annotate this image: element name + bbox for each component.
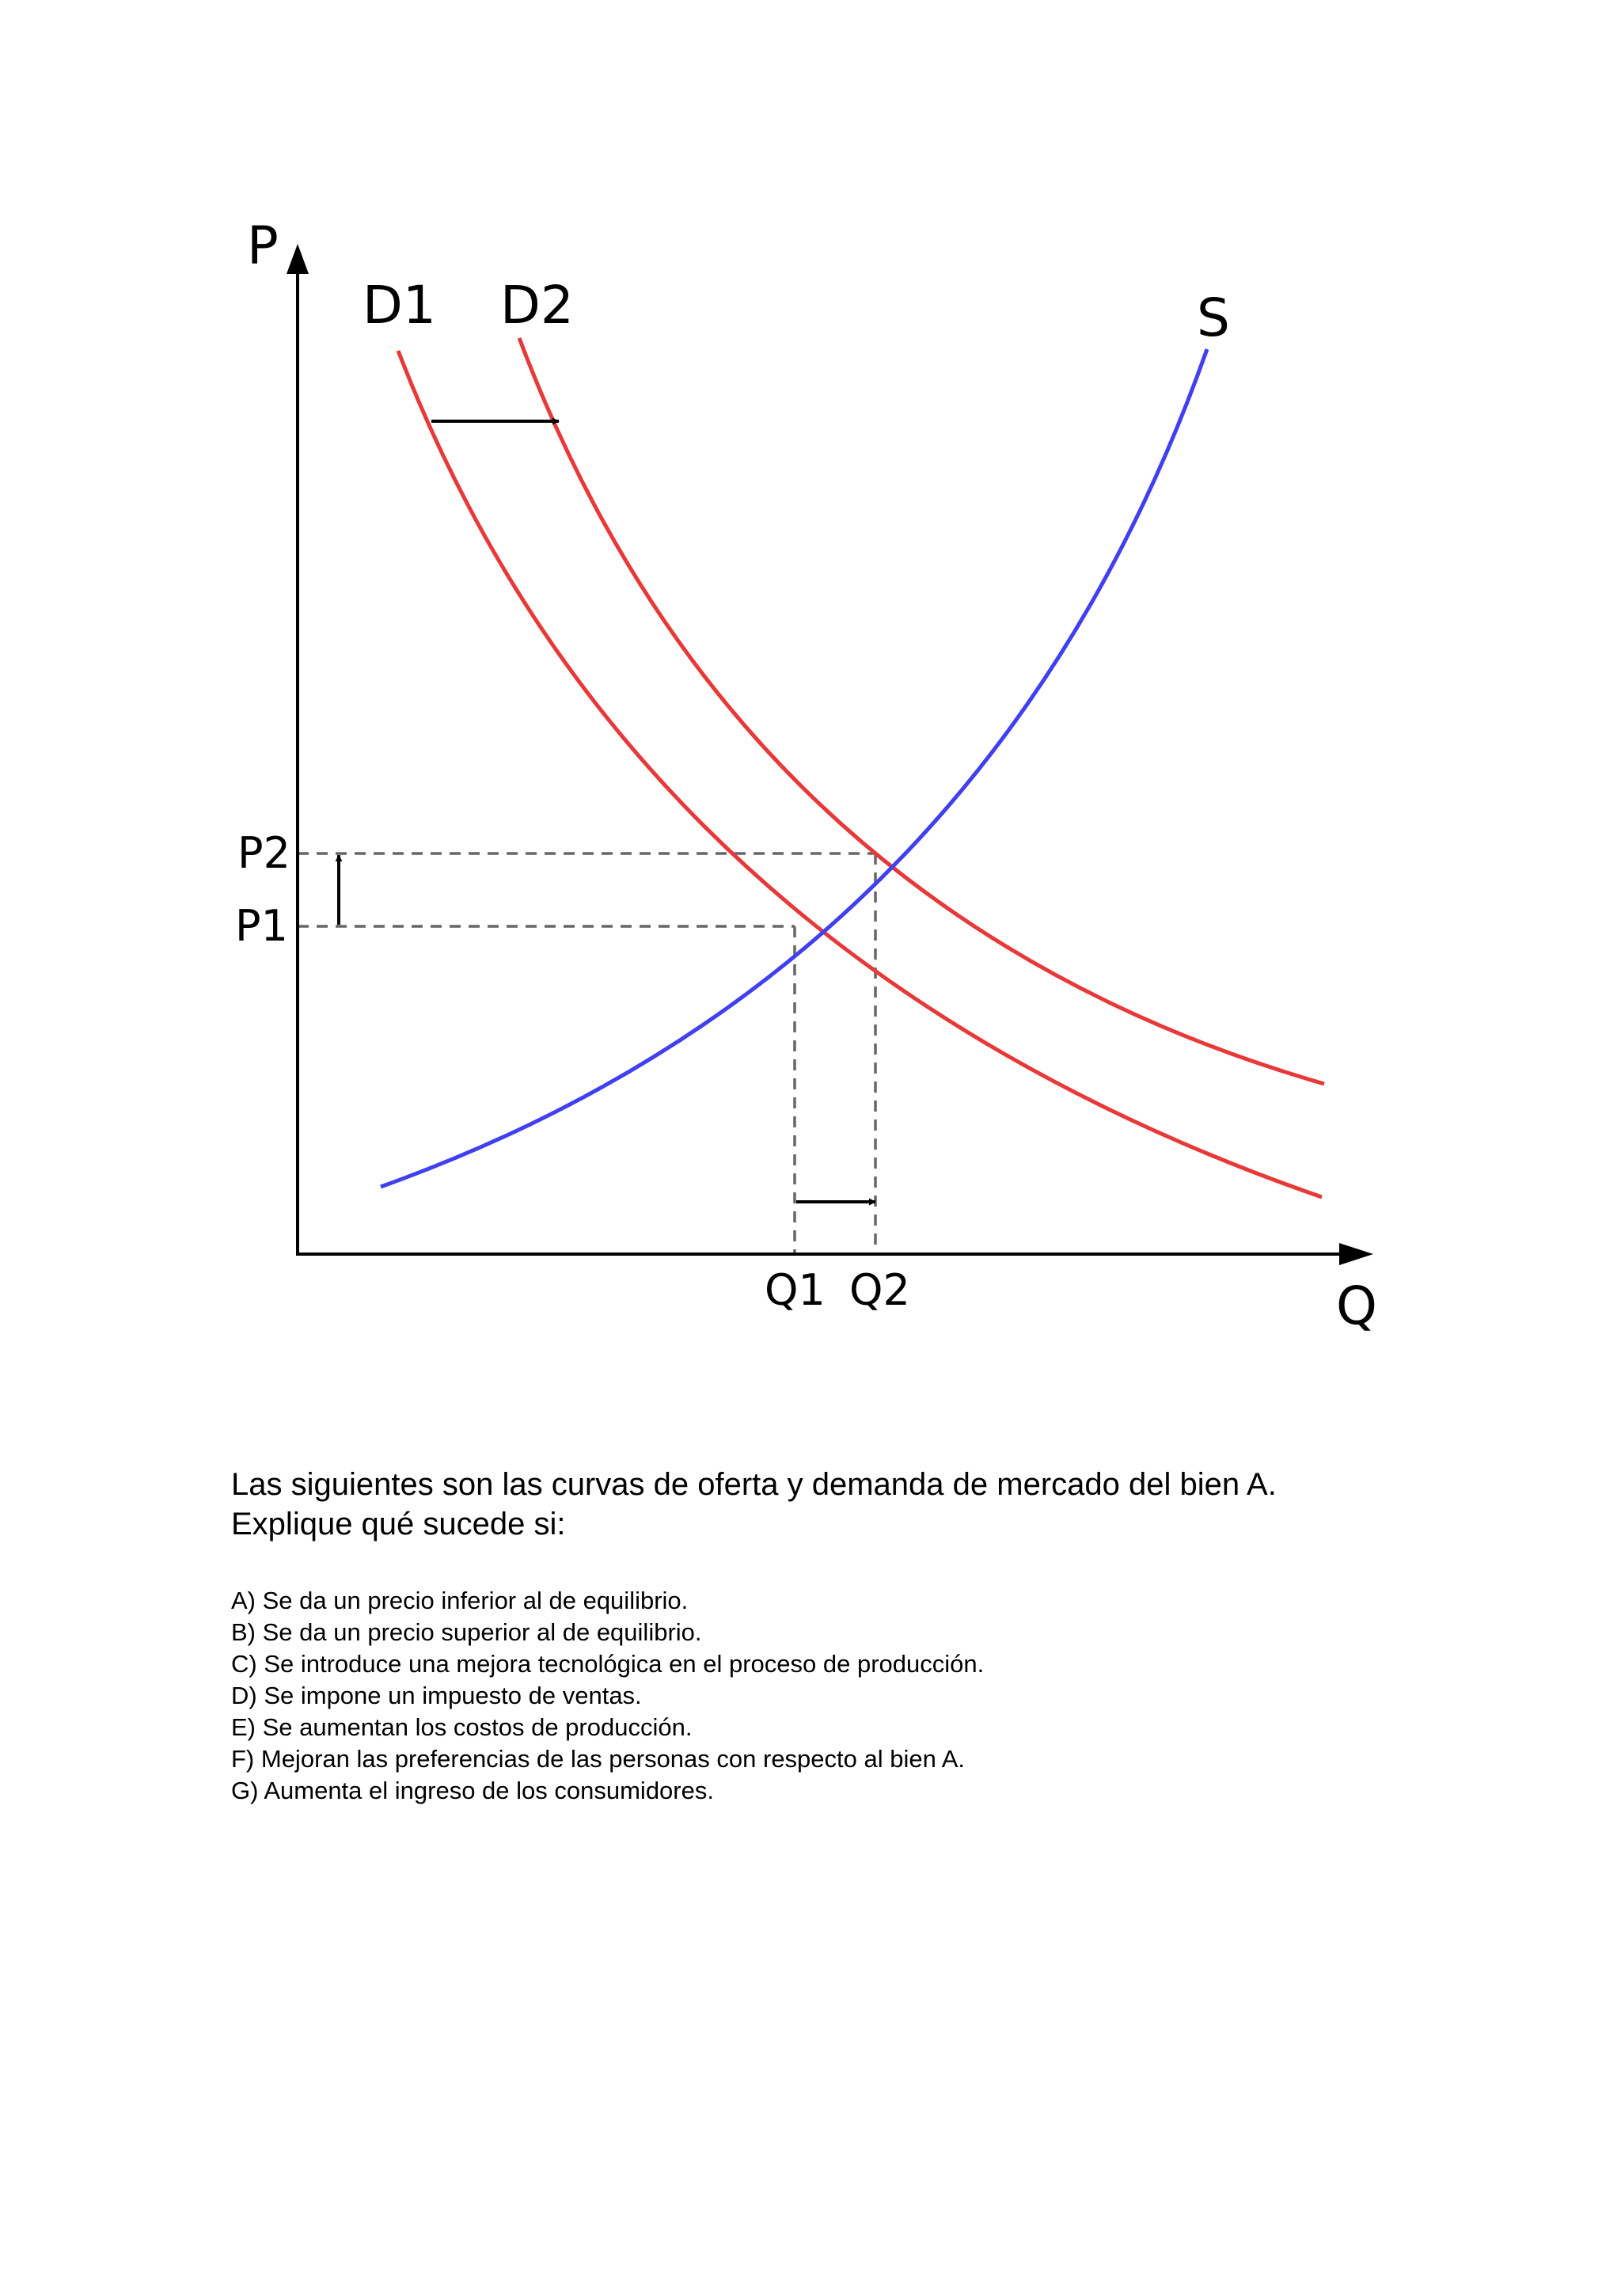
price-axis-arrow-icon [287, 244, 309, 274]
s-label: S [1197, 287, 1230, 348]
demand-curve-d1 [398, 351, 1322, 1197]
question-e: E) Se aumentan los costos de producción. [231, 1713, 693, 1741]
intro-line-2: Explique qué sucede si: [231, 1507, 566, 1541]
d1-label: D1 [363, 275, 436, 336]
price-axis-label: P [247, 215, 279, 276]
axes [287, 244, 1373, 1265]
question-b: B) Se da un precio superior al de equilibrio. [231, 1618, 702, 1646]
exercise-text [231, 1465, 1498, 1807]
question-list [231, 1585, 1498, 1807]
question-d: D) Se impone un impuesto de ventas. [231, 1682, 642, 1709]
demand-curve-d2 [519, 338, 1324, 1084]
q2-label: Q2 [849, 1265, 910, 1315]
question-g: G) Aumenta el ingreso de los consumidores. [231, 1777, 714, 1804]
question-c: C) Se introduce una mejora tecnológica en el proceso de producción. [231, 1650, 985, 1678]
quantity-axis-arrow-icon [1339, 1243, 1373, 1265]
intro-line-1: Las siguientes son las curvas de oferta y demanda de mercado del bien A. [231, 1467, 1277, 1502]
p2-label: P2 [237, 828, 290, 878]
quantity-axis-label: Q [1336, 1275, 1377, 1336]
question-f: F) Mejoran las preferencias de las personas con respecto al bien A. [231, 1745, 966, 1773]
p1-label: P1 [235, 901, 288, 951]
q1-label: Q1 [765, 1265, 826, 1315]
d2-label: D2 [500, 275, 574, 336]
equilibrium-guides [298, 853, 875, 1253]
question-a: A) Se da un precio inferior al de equilibrio. [231, 1587, 689, 1614]
